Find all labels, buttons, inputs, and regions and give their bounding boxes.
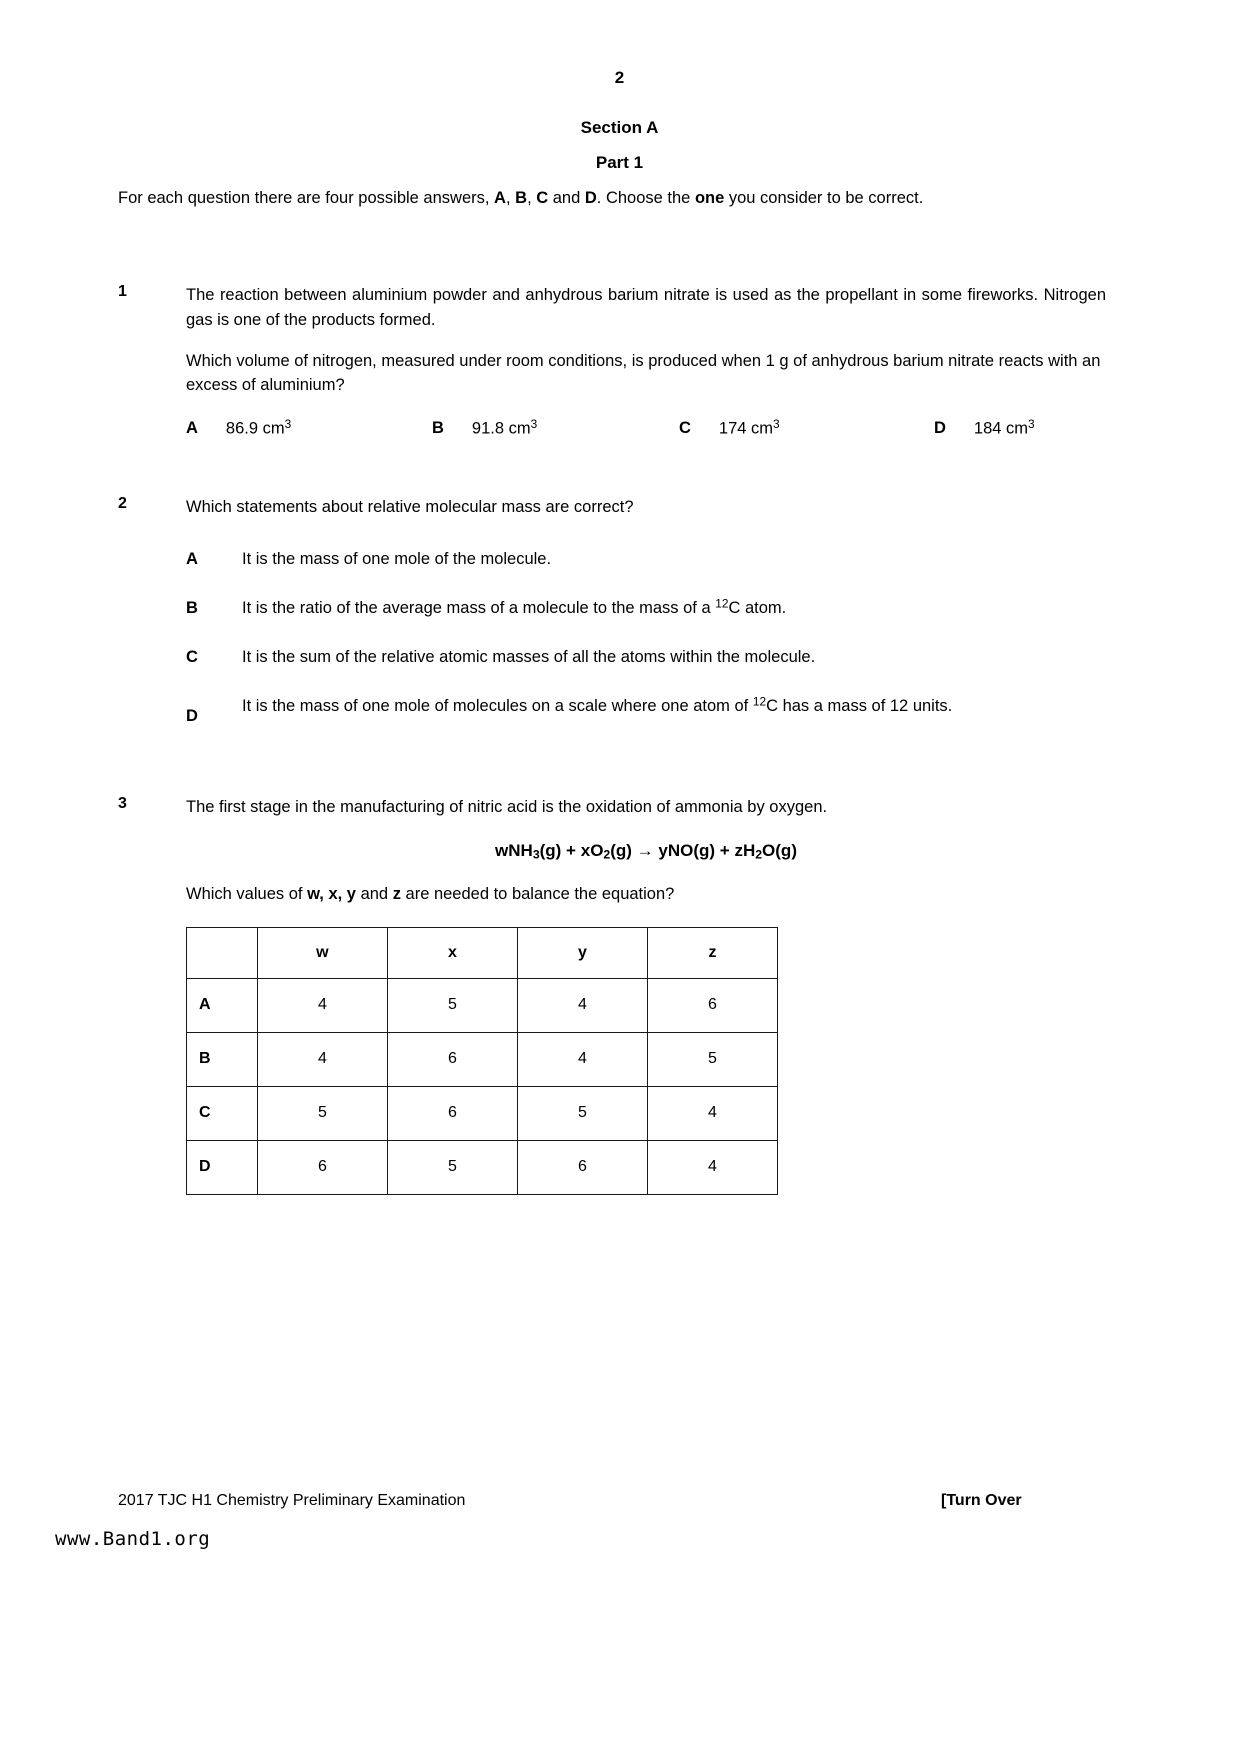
question-3-subquestion: [186, 882, 1106, 907]
table-cell: 4: [517, 978, 647, 1032]
sub-post: are needed to balance the equation?: [400, 884, 675, 903]
instruction-sep-1: ,: [505, 189, 516, 207]
table-cell: 6: [517, 1140, 647, 1194]
watermark-url: www.Band1.org: [55, 1528, 211, 1550]
table-row-label-d: D: [187, 1140, 258, 1194]
question-1-number: 1: [118, 283, 127, 300]
table-cell: 5: [647, 1032, 777, 1086]
table-cell: 4: [647, 1140, 777, 1194]
option-label: B: [186, 598, 198, 617]
question-1-option-b[interactable]: [432, 416, 537, 441]
sub-variable-z: z: [392, 884, 401, 903]
isotope-superscript: 12: [715, 596, 729, 611]
instruction-option-c: C: [536, 189, 549, 207]
question-3-number: 3: [118, 795, 127, 812]
table-row[interactable]: [187, 1032, 778, 1086]
species-h2o: H: [742, 840, 756, 860]
option-text-pre: It is the ratio of the average mass of a molecule to the mass of a: [242, 598, 716, 617]
nh3-state: (g) +: [539, 840, 581, 860]
option-unit-exponent: 3: [773, 417, 780, 431]
table-cell: 4: [647, 1086, 777, 1140]
option-label: C: [186, 647, 198, 666]
question-2-option-a[interactable]: [186, 547, 1106, 572]
option-value: 86.9 cm: [225, 419, 285, 438]
page-number: 2: [614, 68, 625, 87]
table-cell: 5: [387, 978, 517, 1032]
table-cell: 4: [257, 978, 387, 1032]
species-nh3: NH: [508, 840, 533, 860]
chemical-equation: [186, 838, 1106, 864]
instructions: [118, 186, 1093, 212]
table-cell: 6: [387, 1086, 517, 1140]
table-header-w: w: [257, 927, 387, 978]
question-1-option-a[interactable]: [186, 416, 291, 441]
instruction-sep-3: and: [548, 189, 585, 207]
question-1-subquestion: Which volume of nitrogen, measured under room conditions, is produced when 1 g of anhydrous barium nitrate reacts with an excess of aluminium?: [186, 351, 1101, 395]
question-1-option-d[interactable]: [934, 416, 1035, 441]
option-text: [242, 596, 787, 617]
option-text: It is the sum of the relative atomic masses of all the atoms within the molecule.: [242, 647, 816, 666]
table-row[interactable]: [187, 978, 778, 1032]
table-corner-cell: [187, 927, 258, 978]
option-text: [242, 694, 953, 715]
question-1-options: [186, 416, 1106, 442]
instruction-option-a: A: [494, 189, 506, 207]
h2o-state: O(g): [762, 840, 797, 860]
table-cell: 5: [387, 1140, 517, 1194]
table-cell: 4: [257, 1032, 387, 1086]
table-header-z: z: [647, 927, 777, 978]
table-header-x: x: [387, 927, 517, 978]
table-cell: 5: [517, 1086, 647, 1140]
table-cell: 5: [257, 1086, 387, 1140]
table-row[interactable]: [187, 1140, 778, 1194]
option-label: D: [186, 707, 198, 726]
table-row-label-a: A: [187, 978, 258, 1032]
footer-turn-over: [Turn Over: [941, 1492, 1022, 1509]
option-label: A: [186, 549, 198, 568]
table-cell: 6: [257, 1140, 387, 1194]
instruction-option-d: D: [584, 189, 597, 207]
table-cell: 6: [387, 1032, 517, 1086]
question-2-stem: Which statements about relative molecular mass are correct?: [186, 498, 634, 516]
footer-exam-title: 2017 TJC H1 Chemistry Preliminary Examination: [118, 1492, 466, 1509]
option-unit-exponent: 3: [284, 417, 292, 431]
option-unit-exponent: 3: [530, 417, 538, 431]
question-1-stem: The reaction between aluminium powder and anhydrous barium nitrate is used as the propellant in some fireworks. Nitrogen gas is one of the products formed.: [186, 286, 1106, 329]
question-2-number: 2: [118, 495, 127, 512]
question-2-body: [186, 495, 1106, 726]
instruction-emphasis-one: one: [694, 189, 725, 207]
table-cell: 6: [647, 978, 777, 1032]
question-2-option-c[interactable]: [186, 645, 1106, 670]
coefficient-z: z: [734, 840, 743, 860]
no-state: (g) +: [693, 840, 735, 860]
sub-pre: Which values of: [186, 884, 308, 903]
sub-and: and: [355, 884, 393, 903]
coefficient-x: x: [580, 840, 591, 860]
option-unit-exponent: 3: [1028, 417, 1035, 431]
table-header-row: [187, 927, 778, 978]
option-label: A: [186, 419, 198, 438]
isotope-superscript: 12: [752, 694, 767, 709]
option-value: 184 cm: [973, 419, 1029, 438]
coefficient-w: w: [495, 840, 509, 860]
table-row-label-c: C: [187, 1086, 258, 1140]
question-3-body: [186, 795, 1106, 1195]
table-cell: 4: [517, 1032, 647, 1086]
instruction-prefix: For each question there are four possible answers,: [118, 189, 495, 207]
option-label: D: [934, 419, 946, 438]
option-text-post: C atom.: [728, 598, 787, 617]
question-3-stem: The first stage in the manufacturing of nitric acid is the oxidation of ammonia by oxygen.: [186, 798, 828, 816]
instruction-end: you consider to be correct.: [724, 189, 924, 207]
table-row[interactable]: [187, 1086, 778, 1140]
option-value: 174 cm: [718, 419, 774, 438]
option-text-post: C has a mass of 12 units.: [766, 696, 953, 715]
coefficient-y: y: [653, 840, 668, 860]
part-title: Part 1: [595, 153, 644, 172]
question-1-option-c[interactable]: [679, 416, 780, 441]
option-label: B: [432, 419, 444, 438]
species-no: NO: [667, 840, 694, 860]
o2-state: (g): [610, 840, 637, 860]
option-value: 91.8 cm: [471, 419, 531, 438]
instruction-mid: . Choose the: [596, 189, 695, 207]
option-label: C: [679, 419, 691, 438]
section-title: Section A: [580, 118, 659, 137]
h2o-subscript: 2: [755, 847, 763, 862]
species-o2: O: [590, 840, 604, 860]
o2-subscript: 2: [603, 847, 611, 862]
table-row-label-b: B: [187, 1032, 258, 1086]
sub-variables: w, x, y: [307, 884, 356, 903]
instruction-option-b: B: [515, 189, 528, 207]
question-1-body: [186, 283, 1106, 442]
table-header-y: y: [517, 927, 647, 978]
balance-table: [186, 927, 778, 1195]
instruction-sep-2: ,: [527, 189, 537, 207]
question-2-option-d[interactable]: [186, 693, 1106, 726]
reaction-arrow-icon: →: [636, 840, 654, 860]
question-2-option-b[interactable]: [186, 596, 1106, 621]
nh3-subscript: 3: [532, 847, 540, 862]
option-text: It is the mass of one mole of the molecule.: [242, 549, 552, 568]
option-text-pre: It is the mass of one mole of molecules on a scale where one atom of: [242, 696, 753, 715]
